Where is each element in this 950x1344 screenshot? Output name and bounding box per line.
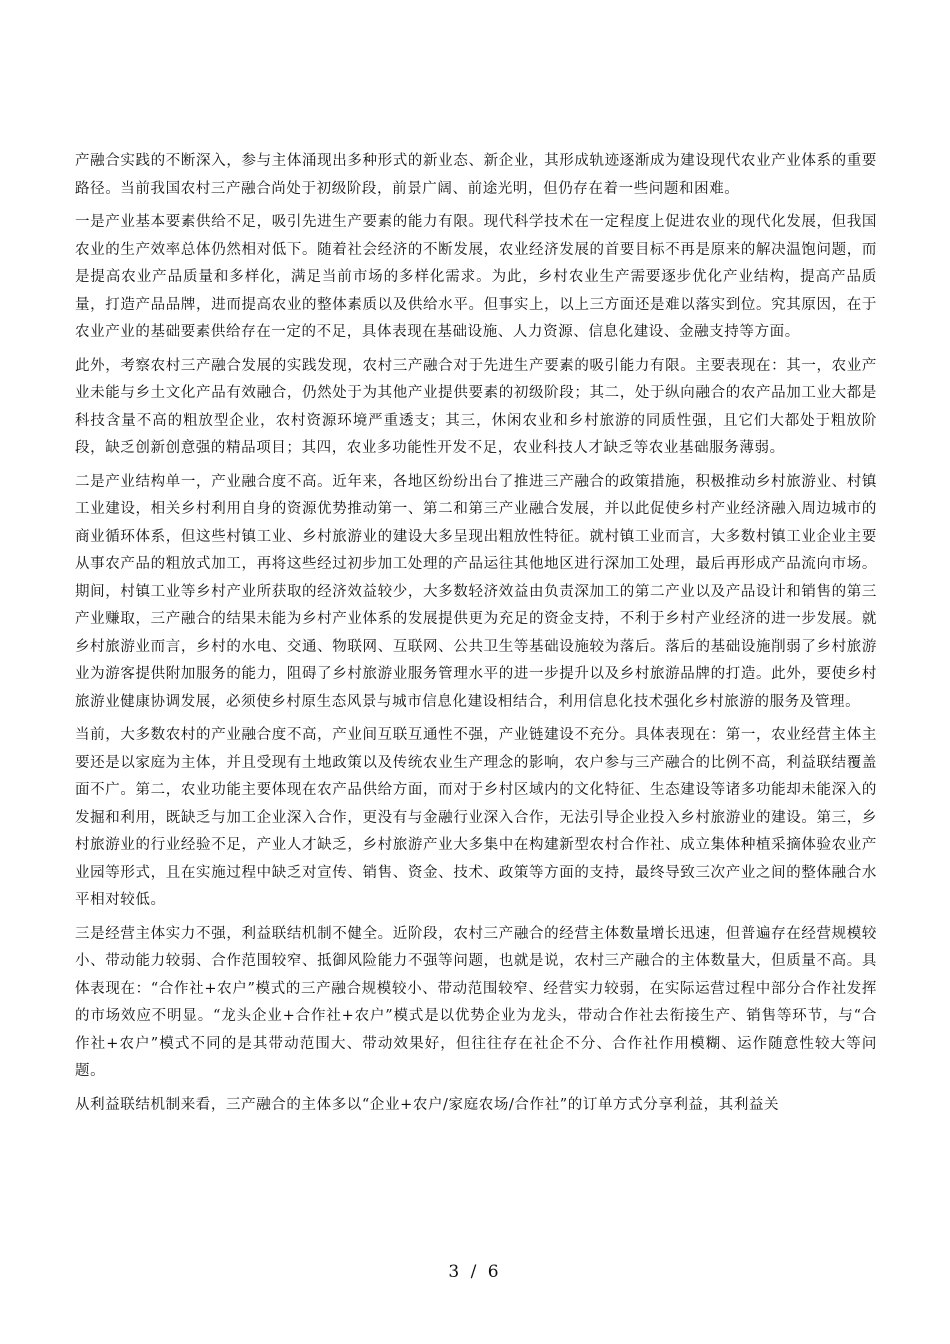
paragraph-7: 从利益联结机制来看，三产融合的主体多以“企业+农户/家庭农场/合作社”的订单方式分享利益，其利益关	[75, 1096, 780, 1113]
body-text	[75, 148, 877, 1125]
paragraph-4: 二是产业结构单一，产业融合度不高。近年来，各地区纷纷出台了推进三产融合的政策措施，积极推动乡村旅游业、村镇工业建设，相关乡村利用自身的资源优势推动第一、第二和第三产业融合发展，并以此促使乡村产业经济融入周边城市的商业循环体系，但这些村镇工业、乡村旅游业的建设大多呈现出粗放性特征。就村镇工业而言，大多数村镇工业企业主要从事农产品的粗放式加工，再将这些经过初步加工处理的产品运往其他地区进行深加工处理，最后再形成产品流向市场。期间，村镇工业等乡村产业所获取的经济效益较少，大多数轻济效益由负责深加工的第二产业以及产品设计和销售的第三产业赚取，三产融合的结果未能为乡村产业体系的发展提供更为充足的资金支持，不利于乡村产业经济的进一步发展。就乡村旅游业而言，乡村的水电、交通、物联网、互联网、公共卫生等基础设施较为落后。落后的基础设施削弱了乡村旅游业为游客提供附加服务的能力，阻碍了乡村旅游业服务管理水平的进一步提升以及乡村旅游品牌的打造。此外，要使乡村旅游业健康协调发展，必须使乡村原生态风景与城市信息化建设相结合，利用信息化技术强化乡村旅游的服务及管理。	[75, 473, 877, 710]
paragraph-6: 三是经营主体实力不强，利益联结机制不健全。近阶段，农村三产融合的经营主体数量增长迅速，但普遍存在经营规模较小、带动能力较弱、合作范围较窄、抵御风险能力不强等问题，也就是说，农村三产融合的主体数量大，但质量不高。具体表现在：“合作社+农户”模式的三产融合规模较小、带动范围较窄、经营实力较弱，在实际运营过程中部分合作社发挥的市场效应不明显。“龙头企业+合作社+农户”模式是以优势企业为龙头，带动合作社去衔接生产、销售等环节，与“合作社+农户”模式不同的是其带动范围大、带动效果好，但往往存在社企不分、合作社作用模糊、运作随意性较大等问题。	[75, 925, 877, 1079]
paragraph-2: 一是产业基本要素供给不足，吸引先进生产要素的能力有限。现代科学技术在一定程度上促进农业的现代化发展，但我国农业的生产效率总体仍然相对低下。随着社会经济的不断发展，农业经济发展的首要目标不再是原来的解决温饱问题，而是提高农业产品质量和多样化，满足当前市场的多样化需求。为此，乡村农业生产需要逐步优化产业结构，提高产品质量，打造产品品牌，进而提高农业的整体素质以及供给水平。但事实上，以上三方面还是难以落实到位。究其原因，在于农业产业的基础要素供给存在一定的不足，具体表现在基础设施、人力资源、信息化建设、金融支持等方面。	[75, 214, 877, 340]
paragraph-1: 产融合实践的不断深入，参与主体涌现出多种形式的新业态、新企业，其形成轨迹逐渐成为建设现代农业产业体系的重要路径。当前我国农村三产融合尚处于初级阶段，前景广阔、前途光明，但仍存在着一些问题和困难。	[75, 153, 877, 197]
paragraph-5: 当前，大多数农村的产业融合度不高，产业间互联互通性不强，产业链建设不充分。具体表现在：第一，农业经营主体主要还是以家庭为主体，并且受现有土地政策以及传统农业生产理念的影响，农户参与三产融合的比例不高，利益联结覆盖面不广。第二，农业功能主要体现在农产品供给方面，而对于乡村区域内的文化特征、生态建设等诸多功能却未能深入的发掘和利用，既缺乏与加工企业深入合作，更没有与金融行业深入合作，无法引导企业投入乡村旅游业的建设。第三，乡村旅游业的行业经验不足，产业人才缺乏，乡村旅游产业大多集中在构建新型农村合作社、成立集体种植采摘体验农业产业园等形式，且在实施过程中缺乏对宣传、销售、资金、技术、政策等方面的支持，最终导致三次产业之间的整体融合水平相对较低。	[75, 727, 877, 908]
paragraph-3: 此外，考察农村三产融合发展的实践发现，农村三产融合对于先进生产要素的吸引能力有限。主要表现在：其一，农业产业未能与乡土文化产品有效融合，仍然处于为其他产业提供要素的初级阶段；其二，处于纵向融合的农产品加工业大都是科技含量不高的粗放型企业，农村资源环境严重透支；其三，休闲农业和乡村旅游的同质性强，且它们大都处于粗放阶段，缺乏创新创意强的精品项目；其四，农业多功能性开发不足，农业科技人才缺乏等农业基础服务薄弱。	[75, 357, 877, 456]
page-number: 3 / 6	[448, 1262, 502, 1282]
